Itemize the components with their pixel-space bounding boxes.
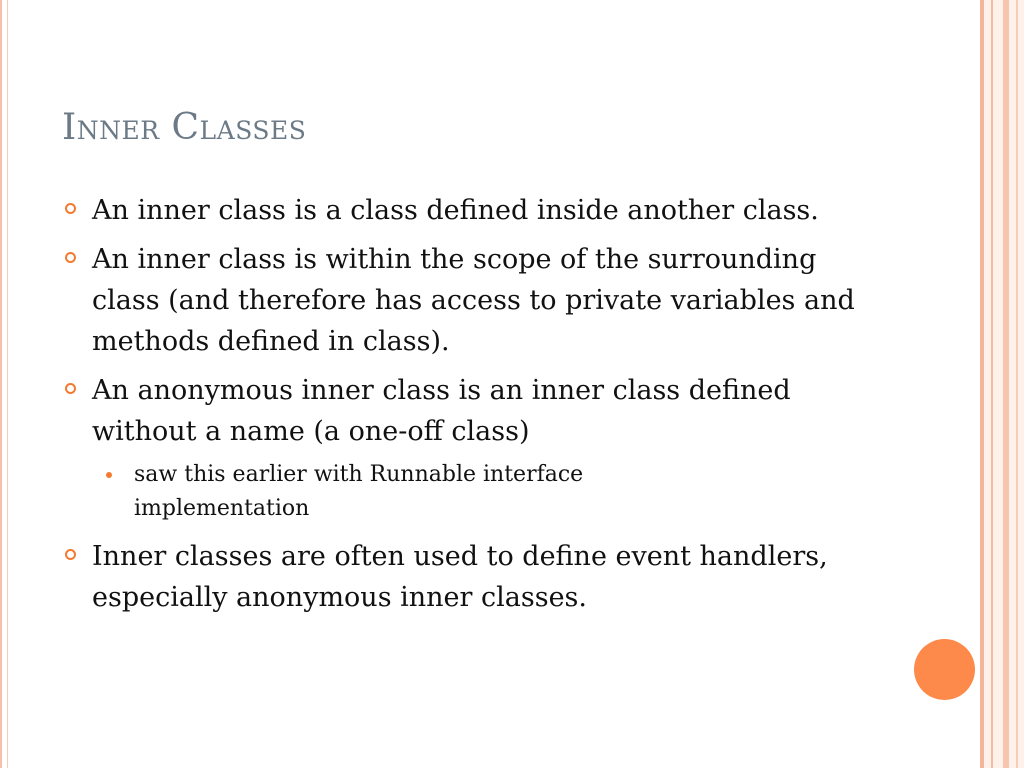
hollow-circle-icon [65, 252, 76, 263]
filled-dot-icon [106, 472, 112, 478]
frame-right-line [980, 0, 984, 768]
bullet-item [62, 239, 882, 362]
bullet-text: An inner class is a class defined inside another class. [92, 195, 819, 226]
hollow-circle-icon [65, 549, 76, 560]
bullet-item [62, 536, 882, 618]
bullet-item [62, 370, 882, 452]
frame-right-line [1003, 0, 1009, 768]
accent-circle [914, 639, 975, 700]
bullet-text: Inner classes are often used to define event handlers, especially anonymous inner classes. [92, 541, 828, 613]
frame-right-line [991, 0, 993, 768]
frame-right-line [1016, 0, 1018, 768]
bullet-list [62, 190, 882, 626]
hollow-circle-icon [65, 203, 76, 214]
frame-left-line [0, 0, 2, 768]
bullet-text: An inner class is within the scope of the surrounding class (and therefore has access to private variables and methods defined in class). [92, 244, 855, 357]
sub-bullet-item [62, 458, 754, 526]
slide-title: Inner Classes [62, 107, 307, 148]
sub-bullet-text: saw this earlier with Runnable interface implementation [134, 462, 584, 521]
bullet-text: An anonymous inner class is an inner class defined without a name (a one-off class) [92, 375, 791, 447]
bullet-item [62, 190, 882, 231]
hollow-circle-icon [65, 383, 76, 394]
frame-left-line-inner [7, 0, 8, 768]
